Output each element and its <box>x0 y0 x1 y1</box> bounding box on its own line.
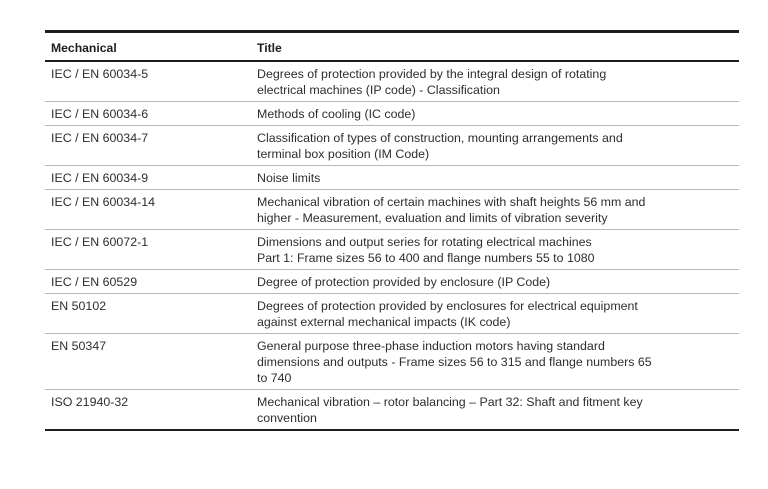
title-cell <box>251 230 739 270</box>
table-row <box>45 390 739 431</box>
title-line: higher - Measurement, evaluation and limits of vibration severity <box>257 211 608 225</box>
title-line: electrical machines (IP code) - Classification <box>257 83 500 97</box>
table-row <box>45 294 739 334</box>
column-header-title: Title <box>251 32 739 62</box>
title-line: Dimensions and output series for rotating electrical machines <box>257 235 592 249</box>
title-line: Classification of types of construction, mounting arrangements and <box>257 131 623 145</box>
standard-cell: IEC / EN 60034-7 <box>45 126 251 166</box>
standards-table <box>45 30 739 431</box>
title-line: Degrees of protection provided by the integral design of rotating <box>257 67 607 81</box>
standard-cell: IEC / EN 60529 <box>45 270 251 294</box>
title-line: Noise limits <box>257 171 321 185</box>
title-line: terminal box position (IM Code) <box>257 147 430 161</box>
table-body <box>45 61 739 430</box>
title-cell <box>251 270 739 294</box>
title-line: General purpose three-phase induction motors having standard <box>257 339 605 353</box>
standard-cell: IEC / EN 60034-9 <box>45 166 251 190</box>
title-line: dimensions and outputs - Frame sizes 56 to 315 and flange numbers 65 <box>257 355 652 369</box>
title-cell <box>251 294 739 334</box>
title-line: against external mechanical impacts (IK code) <box>257 315 511 329</box>
title-cell <box>251 390 739 431</box>
standard-cell: IEC / EN 60034-14 <box>45 190 251 230</box>
standard-cell: IEC / EN 60034-5 <box>45 61 251 102</box>
standard-cell: ISO 21940-32 <box>51 395 129 409</box>
table-row <box>45 190 739 230</box>
standard-cell: IEC / EN 60034-6 <box>45 102 251 126</box>
title-cell <box>251 126 739 166</box>
standard-cell: EN 50102 <box>45 294 251 334</box>
title-line: Methods of cooling (IC code) <box>257 107 416 121</box>
title-cell <box>251 61 739 102</box>
standard-cell: EN 50347 <box>45 334 251 390</box>
title-cell <box>251 334 739 390</box>
title-line: Degrees of protection provided by enclosures for electrical equipment <box>257 299 638 313</box>
title-line: to 740 <box>257 371 292 385</box>
table-header-row <box>45 32 739 62</box>
table-row <box>45 61 739 102</box>
title-line: Mechanical vibration of certain machines with shaft heights 56 mm and <box>257 195 646 209</box>
title-line: Degree of protection provided by enclosure (IP Code) <box>257 275 551 289</box>
title-cell <box>251 190 739 230</box>
title-cell <box>251 102 739 126</box>
standard-cell: IEC / EN 60072-1 <box>45 230 251 270</box>
title-line: convention <box>257 411 317 425</box>
table-row <box>45 334 739 390</box>
title-cell <box>251 166 739 190</box>
table-row <box>45 126 739 166</box>
title-line: Mechanical vibration – rotor balancing – Part 32: Shaft and fitment key <box>257 395 643 409</box>
table-row <box>45 102 739 126</box>
table-row <box>45 270 739 294</box>
table-row <box>45 166 739 190</box>
column-header-mechanical: Mechanical <box>45 32 251 62</box>
table-row <box>45 230 739 270</box>
title-line: Part 1: Frame sizes 56 to 400 and flange numbers 55 to 1080 <box>257 251 595 265</box>
